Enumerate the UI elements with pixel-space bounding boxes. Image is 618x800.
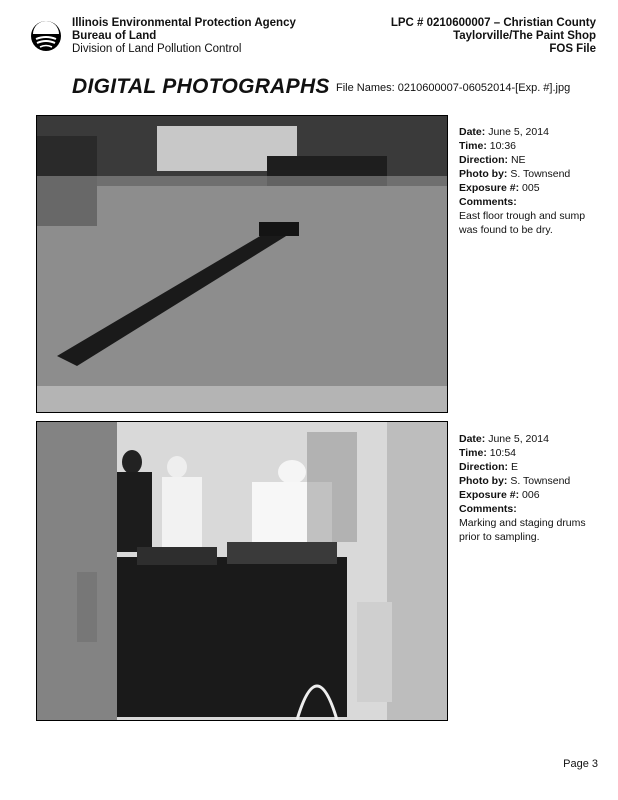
file-type: FOS File [549,43,596,55]
photo-by-value: S. Townsend [510,168,571,180]
photo-1-photographer [459,167,589,181]
photo-1-date [459,125,589,139]
comments-label: Comments: [459,503,517,515]
photo-1-time [459,139,589,153]
direction-value: E [510,461,518,473]
page-number: Page 3 [563,758,598,770]
bureau-name: Bureau of Land [72,30,157,42]
photo-floor-trough-image [37,116,447,412]
photo-2-exposure [459,488,589,502]
direction-value: NE [510,154,526,166]
photo-1-details [459,125,589,237]
date-label: Date: [459,433,486,445]
exposure-value: 005 [522,182,540,194]
photo-floor-trough [36,115,448,413]
photo-2-date [459,432,589,446]
photo-by-label: Photo by: [459,475,508,487]
photo-2-photographer [459,474,589,488]
photo-1-comment: East floor trough and sump was found to be dry. [459,210,586,236]
photo-by-label: Photo by: [459,168,508,180]
time-label: Time: [459,140,487,152]
photo-2-direction [459,460,589,474]
date-label: Date: [459,126,486,138]
site-name: Taylorville/The Paint Shop [453,30,596,42]
exposure-label: Exposure #: [459,489,520,501]
photo-drum-staging [36,421,448,721]
time-value: 10:54 [489,447,517,459]
division-name: Division of Land Pollution Control [72,43,242,55]
time-label: Time: [459,447,487,459]
photo-2-comment: Marking and staging drums prior to sampling. [459,517,586,543]
photo-2-time [459,446,589,460]
file-names: File Names: 0210600007-06052014-[Exp. #].jpg [336,82,571,94]
page-title: DIGITAL PHOTOGRAPHS [72,75,330,98]
photo-1-exposure [459,181,589,195]
site-info-block [391,17,596,56]
exposure-label: Exposure #: [459,182,520,194]
photo-1-direction [459,153,589,167]
photo-drum-staging-image [37,422,447,720]
direction-label: Direction: [459,461,509,473]
agency-name: Illinois Environmental Protection Agency [72,17,296,29]
direction-label: Direction: [459,154,509,166]
photo-2-details [459,432,589,544]
agency-logo [30,20,62,52]
date-value: June 5, 2014 [488,433,549,445]
exposure-value: 006 [522,489,540,501]
time-value: 10:36 [489,140,517,152]
lpc-number: LPC # 0210600007 – Christian County [390,17,596,29]
agency-block [72,17,296,56]
photo-by-value: S. Townsend [510,475,571,487]
date-value: June 5, 2014 [488,126,549,138]
comments-label: Comments: [459,196,517,208]
